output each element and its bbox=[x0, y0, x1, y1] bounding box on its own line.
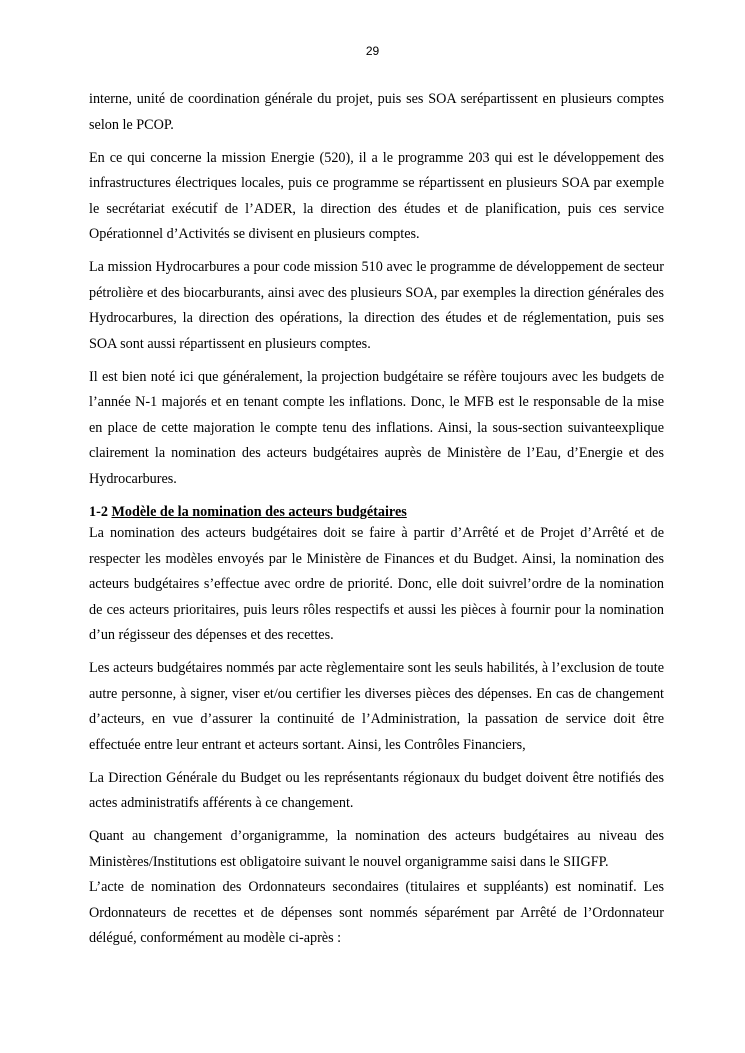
paragraph-changement-organigramme: Quant au changement d’organigramme, la nomination des acteurs budgétaires au niveau des Ministères/Institutions est obligatoire suivant le nouvel organigramme saisi dans le SIIGFP. bbox=[89, 828, 664, 870]
paragraph-direction-generale-budget: La Direction Générale du Budget ou les représentants régionaux du budget doivent être notifiés des actes administratifs afférents à ce changement. bbox=[89, 769, 664, 811]
section-heading bbox=[89, 503, 664, 521]
paragraph-projection-budgetaire: Il est bien noté ici que généralement, la projection budgétaire se réfère toujours avec les budgets de l’année N-1 majorés et en tenant compte les inflations. Donc, le MFB est le responsable de la mise en place de cette majoration le compte tenu des inflations. Ainsi, la sous-section suivanteexplique clairement la nomination des acteurs budgétaires auprès de Ministère de l’Eau, d’Energie et des Hydrocarbures. bbox=[89, 368, 664, 487]
paragraph-mission-energie: En ce qui concerne la mission Energie (520), il a le programme 203 qui est le développement des infrastructures électriques locales, puis ce programme se répartissent en plusieurs SOA par exemple le secrétariat exécutif de l’ADER, la direction des études et de planification, puis ces service Opérationnel d’Activités se divisent en plusieurs comptes. bbox=[89, 149, 664, 242]
paragraph-mission-hydrocarbures: La mission Hydrocarbures a pour code mission 510 avec le programme de développement de secteur pétrolière et des biocarburants, ainsi avec des plusieurs SOA, par exemples la direction générales des Hydrocarbures, la direction des opérations, la direction des études et de réglementation, puis ses SOA sont aussi répartissent en plusieurs comptes. bbox=[89, 259, 664, 352]
paragraph-acte-nomination-ordonnateurs: L’acte de nomination des Ordonnateurs secondaires (titulaires et suppléants) est nominatif. Les Ordonnateurs de recettes et de dépenses sont nommés séparément par Arrêté de l’Ordonnateur délégué, conformément au modèle ci-après : bbox=[89, 879, 664, 946]
section-number: 1-2 bbox=[89, 504, 108, 520]
page-number: 29 bbox=[365, 44, 380, 58]
document-body bbox=[89, 87, 664, 959]
paragraph-continuation-soa: interne, unité de coordination générale du projet, puis ses SOA serépartissent en plusieurs comptes selon le PCOP. bbox=[89, 91, 664, 133]
paragraph-nomination-acteurs: La nomination des acteurs budgétaires doit se faire à partir d’Arrêté et de Projet d’Arrêté et de respecter les modèles envoyés par le Ministère de Finances et du Budget. Ainsi, la nomination des acteurs budgétaires s’effectue avec ordre de priorité. Donc, elle doit suivrel’ordre de la nomination de ces acteurs prioritaires, puis leurs rôles respectifs et aussi les pièces à fournir pour la nomination d’un régisseur des dépenses et des recettes. bbox=[89, 525, 664, 643]
section-title: Modèle de la nomination des acteurs budgétaires bbox=[111, 504, 407, 520]
paragraph-acteurs-habilites: Les acteurs budgétaires nommés par acte règlementaire sont les seuls habilités, à l’exclusion de toute autre personne, à signer, viser et/ou certifier les diverses pièces des dépenses. En cas de changement d’acteurs, en vue d’assurer la continuité de l’Administration, la passation de service doit être effectuée entre leur entrant et acteurs sortant. Ainsi, les Contrôles Financiers, bbox=[89, 660, 664, 753]
